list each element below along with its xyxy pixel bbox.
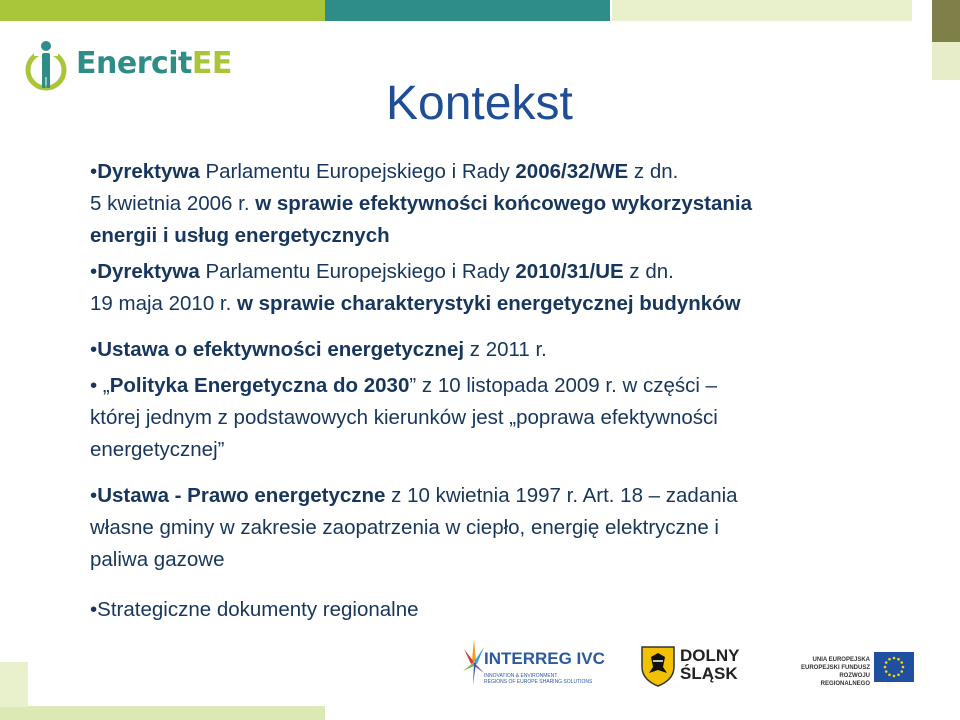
- eu-fund-logo: [790, 650, 916, 686]
- person-energy-icon: [24, 38, 74, 96]
- interreg-logo: [462, 637, 605, 689]
- text-segment: 2010/31/UE: [515, 260, 624, 283]
- bullet-paragraph: [90, 480, 850, 576]
- text-segment: Ustawa - Prawo energetyczne: [97, 484, 386, 507]
- corner-block-olive: [932, 0, 960, 42]
- logo-wordmark: EnercitEE: [76, 46, 232, 81]
- text-segment: 2006/32/WE: [515, 160, 629, 183]
- text-segment: z 10 kwietnia 1997 r. Art. 18 – zadania: [385, 484, 738, 507]
- bullet-paragraph: [90, 256, 850, 320]
- eu-fund-text: UNIA EUROPEJSKA EUROPEJSKI FUNDUSZ ROZWOJU REGIONALNEGO: [800, 657, 870, 687]
- text-segment: z 2011 r.: [464, 338, 547, 361]
- text-segment: energii i usług energetycznych: [90, 224, 390, 247]
- interreg-subtitle: INNOVATION & ENVIRONMENT REGIONS OF EUROPE SHARING SOLUTIONS: [484, 673, 593, 685]
- dolny-slask-logo: [640, 645, 750, 690]
- top-bar-green: [0, 0, 325, 21]
- text-segment: ” z 10 listopada 2009 r. w części –: [409, 374, 718, 397]
- text-segment: energetycznej”: [90, 438, 225, 461]
- text-segment: Ustawa o efektywności energetycznej: [97, 338, 465, 361]
- text-segment: Polityka Energetyczna do 2030: [109, 374, 410, 397]
- bullet-paragraph: [90, 156, 850, 252]
- bullet-paragraph: [90, 594, 850, 626]
- text-segment: własne gminy w zakresie zaopatrzenia w ciepło, energię elektryczne i: [90, 516, 719, 539]
- text-segment: •: [90, 484, 98, 507]
- text-segment: Dyrektywa: [97, 160, 200, 183]
- enercitee-logo: [24, 38, 232, 96]
- bullet-list: [90, 156, 850, 626]
- top-bar-teal: [325, 0, 610, 21]
- text-segment: której jednym z podstawowych kierunków jest „poprawa efektywności: [90, 406, 718, 429]
- text-segment: •Strategiczne dokumenty regionalne: [90, 598, 419, 621]
- page-title: Kontekst: [386, 77, 573, 130]
- text-segment: • „: [90, 374, 110, 397]
- interreg-name: INTERREG IVC: [484, 649, 605, 668]
- text-segment: Parlamentu Europejskiego i Rady: [199, 260, 516, 283]
- text-segment: •: [90, 260, 98, 283]
- text-segment: w sprawie efektywności końcowego wykorzystania: [255, 192, 752, 215]
- text-segment: Parlamentu Europejskiego i Rady: [199, 160, 516, 183]
- text-segment: Dyrektywa: [97, 260, 200, 283]
- eu-flag-icon: [874, 652, 914, 682]
- bottom-bar: [0, 706, 325, 720]
- bullet-paragraph: [90, 370, 850, 466]
- text-segment: paliwa gazowe: [90, 548, 225, 571]
- interreg-burst-icon: [462, 637, 486, 687]
- bottom-corner-block: [0, 662, 28, 707]
- text-segment: •: [90, 338, 98, 361]
- coat-of-arms-icon: [640, 645, 676, 687]
- text-segment: z dn.: [628, 160, 679, 183]
- bullet-paragraph: [90, 334, 850, 366]
- text-segment: z dn.: [623, 260, 674, 283]
- top-bar-light: [612, 0, 912, 21]
- dolny-slask-wordmark: DOLNY ŚLĄSK: [680, 646, 740, 683]
- text-segment: 5 kwietnia 2006 r.: [90, 192, 256, 215]
- text-segment: 19 maja 2010 r.: [90, 292, 238, 315]
- text-segment: •: [90, 160, 98, 183]
- corner-block-light: [932, 42, 960, 80]
- text-segment: w sprawie charakterystyki energetycznej budynków: [237, 292, 741, 315]
